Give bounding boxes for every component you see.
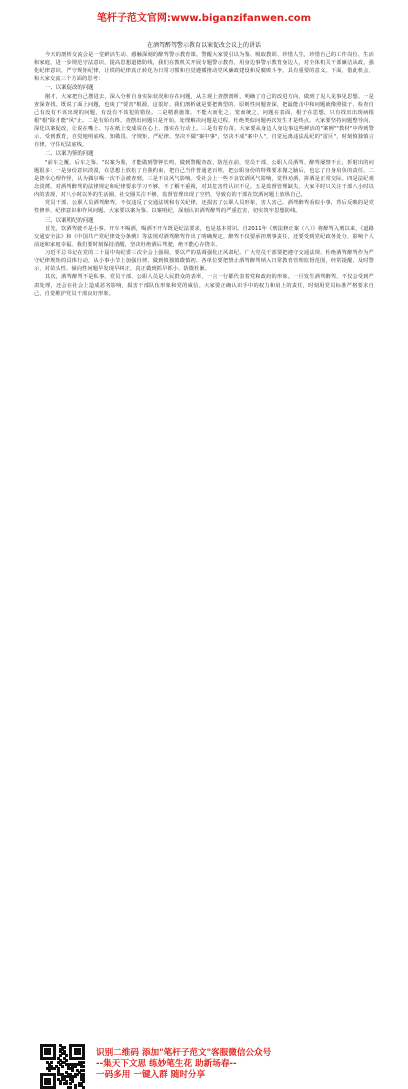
section-2-paragraph-2: 党员干部、公职人员酒驾醉驾，不仅违反了交通法规和有关纪律，还损害了公职人员形象，害人害己。酒驾醉驾看似小事，背后反映的是党性修养、纪律意识和作风问题。大家要以案为鉴、以案明纪，深刻认识酒驾醉驾的严重危害，切实筑牢思想防线。 <box>34 200 374 215</box>
site-banner <box>0 0 408 30</box>
section-heading-1: 一、以案促改的问题 <box>45 85 94 92</box>
document-body <box>34 42 374 298</box>
section-3-paragraph-3: 其次，酒驾醉驾不是私事。党员干部、公职人员是人民群众的表率，一言一行都代表着党和政府的形象。一旦发生酒驾醉驾，不仅会受到严肃处理，还会在社会上造成恶劣影响，损害干部队伍形象和党的威信。大家要正确认识手中的权力和肩上的责任，时刻用党员标准严格要求自己，自觉维护党员干部良好形象。 <box>34 274 374 297</box>
footer-line-1: 识别二维码 添加"笔杆子范文"客服微信公众号 <box>96 1048 272 1058</box>
section-heading-2: 二、以案为鉴的问题 <box>45 151 94 158</box>
intro-paragraph: 今天的剖析交流会是一堂鲜活生动、感触深刻的醉驾警示教育课。警醒大家要引以为鉴、吸取教训、珍惜人生，珍惜自己的工作岗位、生活和家庭，进一步规范守法意识，提高思想道德防线，我们在教机关开展专题警示教育，用身边事警示教育身边人，对全体机关干部廉洁从政，强化纪律意识，严守规矩纪律，让铁的纪律真正转化为日常习惯和自觉遵循推动党风廉政建设和反腐败斗争。具有重要的意义。下面，借此机会，和大家交流三个方面的思考： <box>34 52 374 83</box>
qr-code-icon <box>40 1044 84 1088</box>
section-1-paragraph-1: 刚才，大家把自己摆进去，深入分析自身实际状况和存在问题，从主观上查摆剖析，明确了自己的改进方向，做到了见人见事见思想。一是查深查找。既说了面上问题，也谈了"要害"根源，这很好。我们剖析就是要把典型的、原则性问题查深，把最能击中和问题就像照镜子，检查自己有没有不该出现的问题，有没有不该犯的错误。二是精准施策。不能大而化之、笼而统之。问题在表面，根子在思想，只有找出出现病根根"根"除才能"风"止。二是有始有终。查摆出问题只是开始，处理解决问题是过程，杜绝类似问题再次发生才是终点。大家要坚持问题整导向，深化以案促改，让说在嘴上、写在纸上变成说在心上、落实在行动上。三是有着有苗。大家要从身边人身边事这些鲜活的"案例""教材"中得到警示、受到教育，自觉地明底线、知敬畏、守规矩，严纪律，坚决不做"案中事"，坚决不成"案中人"，自觉远离违法乱纪的"雷区"，时刻慎独慎言自律，守住纪法底线。 <box>34 93 374 149</box>
site-banner-text: 笔杆子范文官网:www.biganzifanwen.com <box>96 13 312 24</box>
document-title: 在酒驾醉驾警示教育以案促改会议上的讲话 <box>146 42 261 49</box>
footer-line-2: --集天下文思 练妙笔生花 助新场春-- <box>96 1059 237 1069</box>
section-heading-3: 三、以案明纪的问题 <box>45 217 94 224</box>
section-2-paragraph-1: "前车之覆，后车之鉴。"以案为鉴，才能做到警钟长鸣，做到警醒查改、防范在前，党员干部、公职人员酒驾、醉驾屡禁不止，折射出的问题很多：一是身份意识淡漠，在思想上放松了自我约束，把自己当作普通老百姓，把公职身份的特殊要求抛之脑后，也忘了自身肩负的责任。二是侥幸心理作怪，认为偶尔喝一次不会被查到。三是不良风气影响。受社会上一些不良饮酒风气影响，觉得劝酒、拼酒是正常交际。四是法纪观念淡薄。对酒驾醉驾的法律规定和纪律要求学习不够，不了解不重视，对其危害性认识不足。五是监督管理缺失。大家平时只关注干部八小时以内的表现，对八小时以外的生活圈、社交圈关注不够，监督管理出现了空档，导致有的干部在饮酒问题上放纵自己。 <box>34 159 374 199</box>
footer <box>0 520 408 1080</box>
section-3-paragraph-1: 首先，饮酒驾驶不是小事。开车不喝酒，喝酒不开车既是纪法要求，也是基本常识。自2011年《刑法修正案（八）》将醉驾入刑以来，《道路交通安全法》和《中国共产党纪律处分条例》等法规对酒驾醉驾作出了明确规定。醉驾不仅要承担刑事责任，还要受到党纪政务处分，影响个人前途和家庭幸福。我们要时刻保持清醒，坚决杜绝酒后驾驶，绝不能心存侥幸。 <box>34 225 374 249</box>
section-3-paragraph-2: 习近平总书记在党的二十届中央纪委三次全会上强调，要以严的基调强化正风肃纪。广大党员干部要把遵守交通法规、杜绝酒驾醉驾作为严守纪律规矩的具体行动，从小事小节上加强自律，做到慎独慎微慎初。各单位要把禁止酒驾醉驾纳入日常教育管理监督范围，经常提醒、及时警示，对苗头性、倾向性问题早发现早纠正，真正做到抓早抓小、防微杜渐。 <box>34 250 374 273</box>
footer-text-block <box>96 1048 396 1081</box>
footer-line-3: 一码多用 一键入群 随时分享 <box>96 1070 206 1080</box>
